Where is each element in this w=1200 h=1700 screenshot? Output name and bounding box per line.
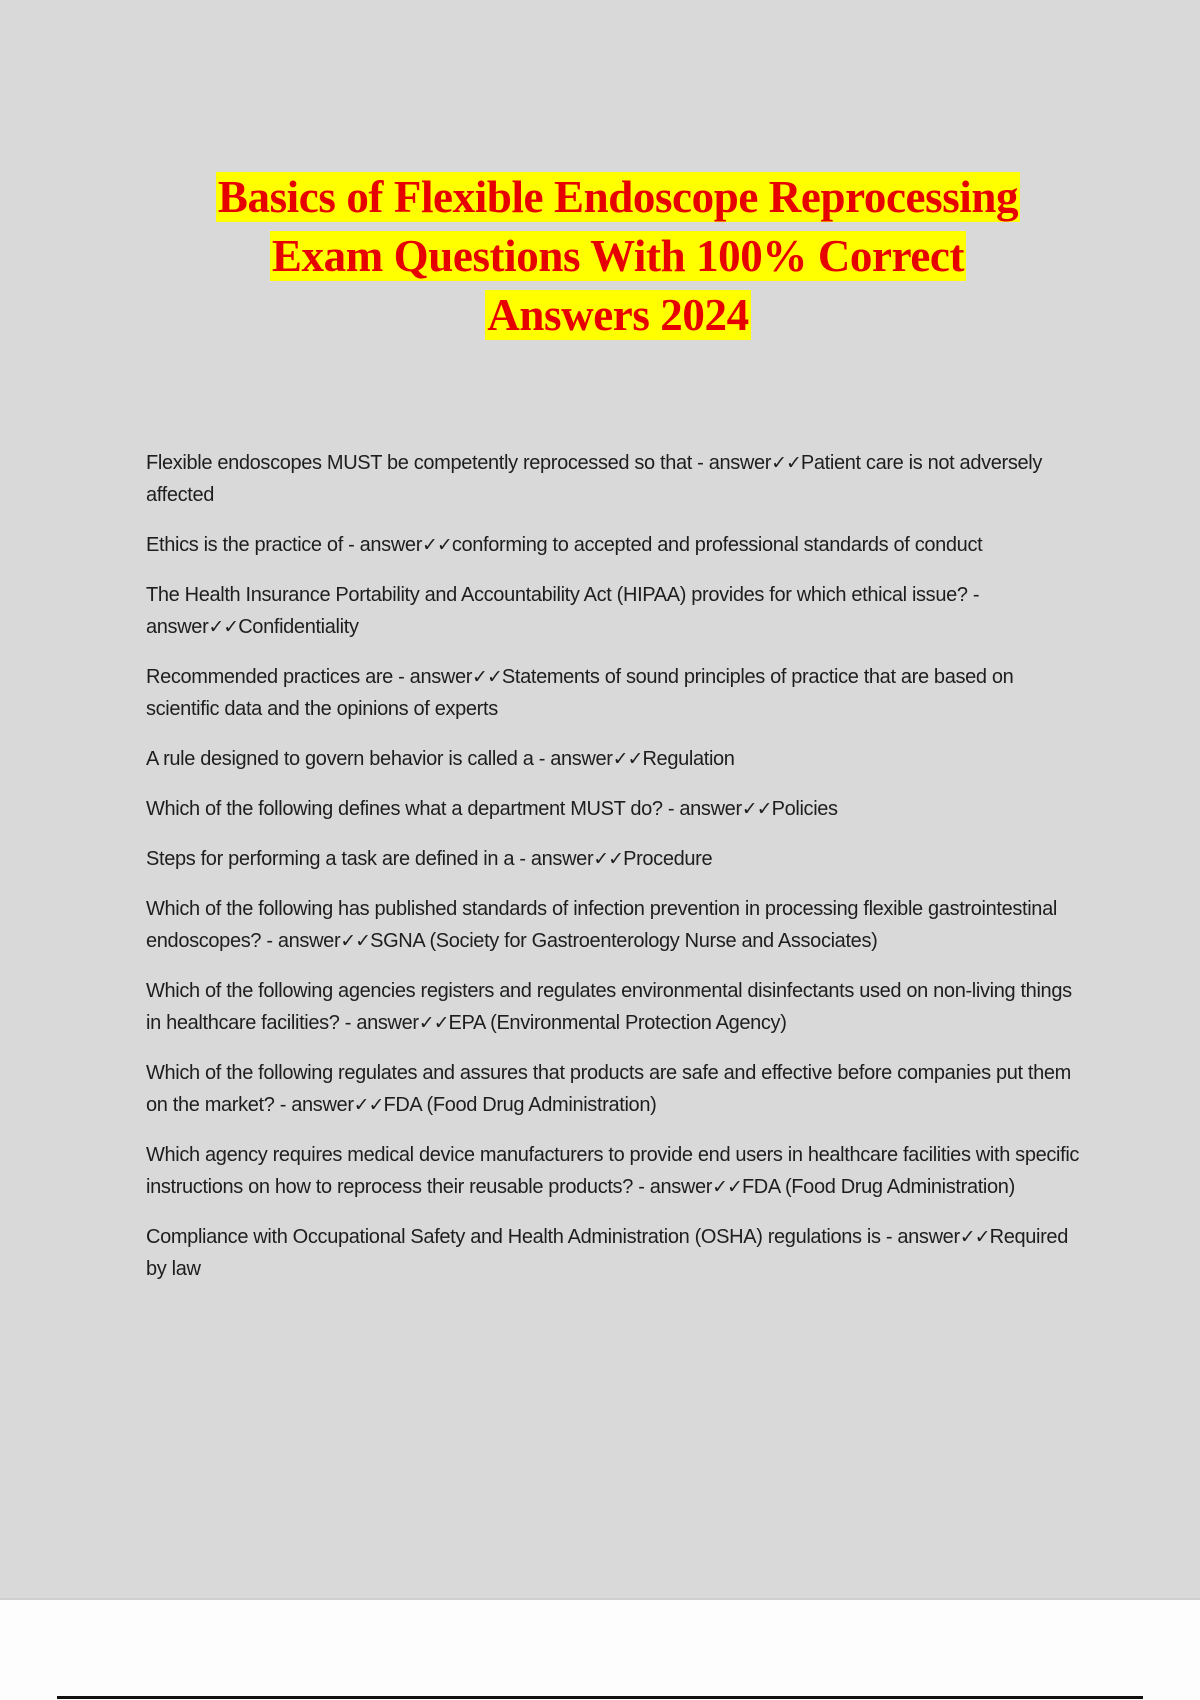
qa-item: Ethics is the practice of - answer✓✓conforming to accepted and professional standards of conduct xyxy=(146,534,983,556)
qa-item: Which agency requires medical device manufacturers to provide end users in healthcare facilities with specific instructions on how to reprocess their reusable products? - answer✓✓FDA (Food Drug Administration) xyxy=(146,1144,1080,1198)
answer-text: Required by law xyxy=(146,1226,1068,1280)
double-check-icon: ✓✓ xyxy=(418,1012,449,1034)
qa-item: The Health Insurance Portability and Accountability Act (HIPAA) provides for which ethical issue? - answer✓✓Confidentiality xyxy=(146,584,980,638)
qa-item: Steps for performing a task are defined in a - answer✓✓Procedure xyxy=(146,848,713,870)
double-check-icon: ✓✓ xyxy=(771,452,801,474)
answer-label: answer xyxy=(146,616,209,638)
answer-text: EPA (Environmental Protection Agency) xyxy=(448,1012,787,1034)
double-check-icon: ✓✓ xyxy=(353,1094,384,1116)
answer-label: answer xyxy=(359,534,423,556)
qa-item: Which of the following regulates and assures that products are safe and effective before companies put them on the market? - answer✓✓FDA (Food Drug Administration) xyxy=(146,1062,1071,1116)
question-text: Which of the following regulates and assures that products are safe and effective before companies put them on the market? xyxy=(146,1062,1071,1116)
answer-label: answer xyxy=(897,1226,960,1248)
answer-label: answer xyxy=(679,798,742,820)
qa-item: Which of the following agencies registers and regulates environmental disinfectants used on non-living things in healthcare facilities? - answer✓✓EPA (Environmental Protection Agency) xyxy=(146,980,1072,1034)
qa-item: Which of the following has published standards of infection prevention in processing flexible gastrointestinal endoscopes? - answer✓✓SGNA (Society for Gastroenterology Nurse and Associates) xyxy=(146,898,1057,952)
answer-label: answer xyxy=(708,452,772,474)
title-line: Basics of Flexible Endoscope Reprocessing xyxy=(217,172,1019,222)
qa-item: Which of the following defines what a department MUST do? - answer✓✓Policies xyxy=(146,798,838,820)
question-text: Which of the following has published standards of infection prevention in processing flexible gastrointestinal endoscopes? xyxy=(146,898,1057,952)
double-check-icon: ✓✓ xyxy=(472,666,502,688)
qa-item: Flexible endoscopes MUST be competently reprocessed so that - answer✓✓Patient care is not adversely affected xyxy=(146,452,1042,506)
answer-text: Confidentiality xyxy=(238,616,359,638)
answer-text: Policies xyxy=(771,798,838,820)
answer-text: Regulation xyxy=(642,748,735,770)
question-text: Which of the following defines what a department MUST do? xyxy=(146,798,663,820)
double-check-icon: ✓✓ xyxy=(959,1226,990,1248)
question-text: The Health Insurance Portability and Accountability Act (HIPAA) provides for which ethical issue? xyxy=(146,584,968,606)
answer-text: FDA (Food Drug Administration) xyxy=(383,1094,657,1116)
question-text: Flexible endoscopes MUST be competently reprocessed so that xyxy=(146,452,692,474)
qa-item: Compliance with Occupational Safety and Health Administration (OSHA) regulations is - answer✓✓Required by law xyxy=(146,1226,1068,1280)
answer-label: answer xyxy=(649,1176,713,1198)
double-check-icon: ✓✓ xyxy=(593,848,624,870)
qa-item: Recommended practices are - answer✓✓Statements of sound principles of practice that are based on scientific data and the opinions of experts xyxy=(146,666,1014,720)
title-line: Answers 2024 xyxy=(487,290,749,340)
question-text: Steps for performing a task are defined in a xyxy=(146,848,515,870)
title-line: Exam Questions With 100% Correct xyxy=(271,231,965,281)
question-text: Which agency requires medical device manufacturers to provide end users in healthcare facilities with specific instructions on how to reprocess their reusable products? xyxy=(146,1144,1080,1198)
answer-text: Procedure xyxy=(623,848,713,870)
double-check-icon: ✓✓ xyxy=(712,1176,742,1198)
question-text: A rule designed to govern behavior is called a xyxy=(146,748,534,770)
double-check-icon: ✓✓ xyxy=(208,616,239,638)
question-text: Recommended practices are xyxy=(146,666,393,688)
answer-text: FDA (Food Drug Administration) xyxy=(741,1176,1015,1198)
answer-label: answer xyxy=(277,930,341,952)
answer-label: answer xyxy=(356,1012,419,1034)
answer-label: answer xyxy=(409,666,473,688)
answer-text: Patient care is not adversely affected xyxy=(146,452,1042,506)
double-check-icon: ✓✓ xyxy=(741,798,772,820)
question-text: Which of the following agencies registers and regulates environmental disinfectants used on non-living things in healthcare facilities? xyxy=(146,980,1072,1034)
answer-label: answer xyxy=(291,1094,354,1116)
answer-text: SGNA (Society for Gastroenterology Nurse and Associates) xyxy=(370,930,878,952)
answer-text: conforming to accepted and professional standards of conduct xyxy=(451,534,983,556)
qa-list xyxy=(146,447,1086,1303)
answer-text: Statements of sound principles of practice that are based on scientific data and the opinions of experts xyxy=(146,666,1014,720)
double-check-icon: ✓✓ xyxy=(340,930,371,952)
page-divider-line xyxy=(57,1696,1143,1699)
qa-item: A rule designed to govern behavior is called a - answer✓✓Regulation xyxy=(146,748,735,770)
double-check-icon: ✓✓ xyxy=(612,748,643,770)
double-check-icon: ✓✓ xyxy=(422,534,452,556)
question-text: Ethics is the practice of xyxy=(146,534,343,556)
document-title xyxy=(0,168,1200,345)
answer-label: answer xyxy=(550,748,613,770)
question-text: Compliance with Occupational Safety and Health Administration (OSHA) regulations is xyxy=(146,1226,881,1248)
answer-label: answer xyxy=(530,848,594,870)
